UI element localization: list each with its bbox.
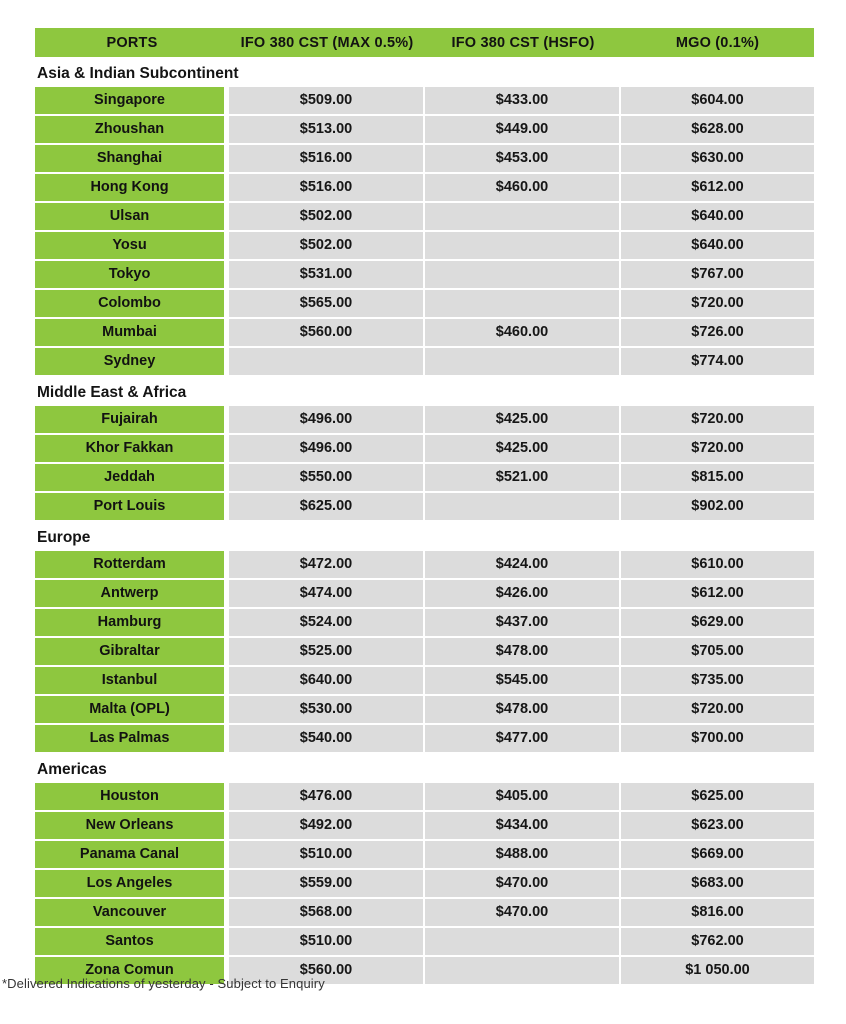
price-cell xyxy=(425,290,619,317)
price-cell xyxy=(229,348,423,375)
table-row xyxy=(35,696,814,723)
price-cell: $510.00 xyxy=(229,928,423,955)
price-cell: $625.00 xyxy=(229,493,423,520)
table-row xyxy=(35,261,814,288)
price-cell: $472.00 xyxy=(229,551,423,578)
price-cell: $525.00 xyxy=(229,638,423,665)
price-cell: $628.00 xyxy=(621,116,814,143)
port-cell: Colombo xyxy=(35,290,224,317)
port-cell: Yosu xyxy=(35,232,224,259)
table-row xyxy=(35,783,814,810)
region-section xyxy=(35,377,814,520)
table-body xyxy=(35,57,814,984)
price-cell: $625.00 xyxy=(621,783,814,810)
table-row xyxy=(35,203,814,230)
price-cell xyxy=(425,261,619,288)
price-cell: $460.00 xyxy=(425,319,619,346)
price-cell: $545.00 xyxy=(425,667,619,694)
table-row xyxy=(35,870,814,897)
price-cell: $604.00 xyxy=(621,87,814,114)
column-header-ifo380-hsfo: IFO 380 CST (HSFO) xyxy=(451,34,595,51)
port-cell: Mumbai xyxy=(35,319,224,346)
port-cell: Los Angeles xyxy=(35,870,224,897)
price-cell: $902.00 xyxy=(621,493,814,520)
table-row xyxy=(35,841,814,868)
price-cell xyxy=(425,348,619,375)
price-cell: $612.00 xyxy=(621,580,814,607)
price-cell: $433.00 xyxy=(425,87,619,114)
table-row xyxy=(35,812,814,839)
price-cell: $568.00 xyxy=(229,899,423,926)
price-cell: $524.00 xyxy=(229,609,423,636)
price-cell: $815.00 xyxy=(621,464,814,491)
port-cell: New Orleans xyxy=(35,812,224,839)
price-cell: $774.00 xyxy=(621,348,814,375)
price-cell: $720.00 xyxy=(621,406,814,433)
price-cell: $434.00 xyxy=(425,812,619,839)
price-cell: $560.00 xyxy=(229,319,423,346)
price-cell: $640.00 xyxy=(229,667,423,694)
table-row xyxy=(35,667,814,694)
price-cell: $521.00 xyxy=(425,464,619,491)
price-cell: $516.00 xyxy=(229,174,423,201)
table-row xyxy=(35,725,814,752)
table-row xyxy=(35,174,814,201)
table-row xyxy=(35,116,814,143)
table-row xyxy=(35,928,814,955)
price-cell: $516.00 xyxy=(229,145,423,172)
price-cell xyxy=(425,493,619,520)
port-cell: Las Palmas xyxy=(35,725,224,752)
port-cell: Malta (OPL) xyxy=(35,696,224,723)
table-row xyxy=(35,145,814,172)
port-cell: Vancouver xyxy=(35,899,224,926)
price-cell: $478.00 xyxy=(425,696,619,723)
price-cell: $476.00 xyxy=(229,783,423,810)
price-cell: $726.00 xyxy=(621,319,814,346)
table-row xyxy=(35,609,814,636)
price-cell: $470.00 xyxy=(425,870,619,897)
port-cell: Hamburg xyxy=(35,609,224,636)
price-cell: $470.00 xyxy=(425,899,619,926)
price-cell: $767.00 xyxy=(621,261,814,288)
price-cell: $612.00 xyxy=(621,174,814,201)
price-cell: $559.00 xyxy=(229,870,423,897)
price-cell: $720.00 xyxy=(621,435,814,462)
price-cell: $502.00 xyxy=(229,203,423,230)
price-cell: $513.00 xyxy=(229,116,423,143)
price-cell: $640.00 xyxy=(621,232,814,259)
footnote: *Delivered Indications of yesterday - Subject to Enquiry xyxy=(2,976,325,991)
table-header-row xyxy=(35,28,814,57)
price-cell: $1 050.00 xyxy=(621,957,814,984)
port-cell: Zona Comun xyxy=(35,957,224,984)
price-cell: $640.00 xyxy=(621,203,814,230)
region-section xyxy=(35,754,814,984)
price-cell: $405.00 xyxy=(425,783,619,810)
price-cell: $437.00 xyxy=(425,609,619,636)
price-cell: $720.00 xyxy=(621,290,814,317)
price-cell: $474.00 xyxy=(229,580,423,607)
table-row xyxy=(35,899,814,926)
column-header-mgo: MGO (0.1%) xyxy=(675,34,760,51)
price-cell: $762.00 xyxy=(621,928,814,955)
price-table xyxy=(35,28,814,986)
price-cell: $426.00 xyxy=(425,580,619,607)
region-section xyxy=(35,522,814,752)
port-cell: Gibraltar xyxy=(35,638,224,665)
table-row xyxy=(35,493,814,520)
table-row xyxy=(35,232,814,259)
price-cell: $496.00 xyxy=(229,406,423,433)
price-cell: $510.00 xyxy=(229,841,423,868)
price-cell: $530.00 xyxy=(229,696,423,723)
price-cell xyxy=(425,957,619,984)
price-cell: $610.00 xyxy=(621,551,814,578)
port-cell: Zhoushan xyxy=(35,116,224,143)
price-cell: $669.00 xyxy=(621,841,814,868)
region-section-label: Americas xyxy=(35,754,814,783)
port-cell: Houston xyxy=(35,783,224,810)
port-cell: Fujairah xyxy=(35,406,224,433)
table-row xyxy=(35,406,814,433)
region-section-label: Middle East & Africa xyxy=(35,377,814,406)
region-section-label: Europe xyxy=(35,522,814,551)
port-cell: Singapore xyxy=(35,87,224,114)
price-cell xyxy=(425,928,619,955)
table-row xyxy=(35,290,814,317)
price-cell: $425.00 xyxy=(425,406,619,433)
price-cell: $816.00 xyxy=(621,899,814,926)
table-row xyxy=(35,464,814,491)
table-row xyxy=(35,348,814,375)
price-cell: $453.00 xyxy=(425,145,619,172)
price-cell: $540.00 xyxy=(229,725,423,752)
price-cell: $531.00 xyxy=(229,261,423,288)
price-cell: $683.00 xyxy=(621,870,814,897)
price-cell: $560.00 xyxy=(229,957,423,984)
price-cell xyxy=(425,232,619,259)
port-cell: Rotterdam xyxy=(35,551,224,578)
port-cell: Santos xyxy=(35,928,224,955)
price-cell: $623.00 xyxy=(621,812,814,839)
price-cell: $630.00 xyxy=(621,145,814,172)
table-row xyxy=(35,435,814,462)
region-section xyxy=(35,57,814,375)
port-cell: Khor Fakkan xyxy=(35,435,224,462)
price-cell: $425.00 xyxy=(425,435,619,462)
price-cell: $424.00 xyxy=(425,551,619,578)
price-cell: $502.00 xyxy=(229,232,423,259)
price-cell: $720.00 xyxy=(621,696,814,723)
price-cell: $550.00 xyxy=(229,464,423,491)
price-cell: $700.00 xyxy=(621,725,814,752)
port-cell: Hong Kong xyxy=(35,174,224,201)
port-cell: Antwerp xyxy=(35,580,224,607)
region-section-label: Asia & Indian Subcontinent xyxy=(35,57,814,87)
column-header-ports: PORTS xyxy=(106,34,158,51)
table-row xyxy=(35,551,814,578)
port-cell: Port Louis xyxy=(35,493,224,520)
port-cell: Tokyo xyxy=(35,261,224,288)
port-cell: Shanghai xyxy=(35,145,224,172)
column-header-ifo380-max05: IFO 380 CST (MAX 0.5%) xyxy=(240,34,414,51)
price-cell: $460.00 xyxy=(425,174,619,201)
port-cell: Ulsan xyxy=(35,203,224,230)
table-row xyxy=(35,319,814,346)
price-cell: $478.00 xyxy=(425,638,619,665)
table-row xyxy=(35,580,814,607)
port-cell: Istanbul xyxy=(35,667,224,694)
price-cell: $705.00 xyxy=(621,638,814,665)
price-cell: $629.00 xyxy=(621,609,814,636)
port-cell: Jeddah xyxy=(35,464,224,491)
price-cell: $509.00 xyxy=(229,87,423,114)
price-cell: $496.00 xyxy=(229,435,423,462)
price-cell: $477.00 xyxy=(425,725,619,752)
price-cell xyxy=(425,203,619,230)
price-cell: $488.00 xyxy=(425,841,619,868)
port-cell: Panama Canal xyxy=(35,841,224,868)
price-cell: $565.00 xyxy=(229,290,423,317)
price-cell: $735.00 xyxy=(621,667,814,694)
price-cell: $492.00 xyxy=(229,812,423,839)
table-row xyxy=(35,638,814,665)
port-cell: Sydney xyxy=(35,348,224,375)
table-row xyxy=(35,87,814,114)
price-cell: $449.00 xyxy=(425,116,619,143)
